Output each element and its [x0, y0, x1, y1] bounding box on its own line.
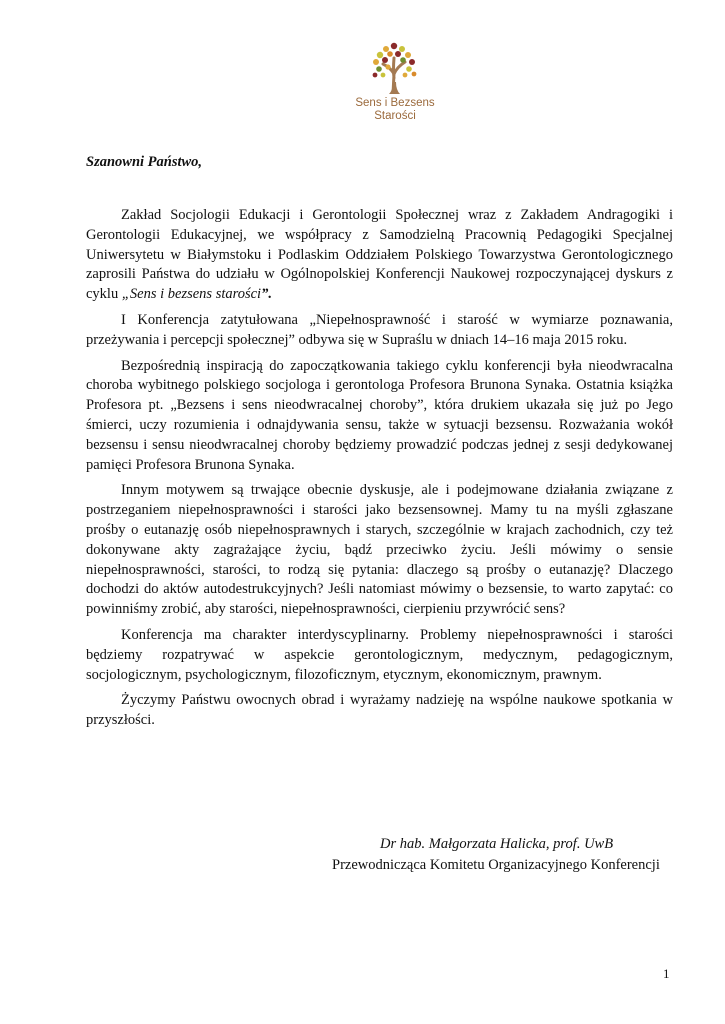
paragraph-4: Innym motywem są trwające obecnie dyskusje, ale i podejmowane działania związane z postrzeganiem niepełnosprawności i starości jako bezsensownej. Mamy tu na myśli zgłaszane prośby o eutanazję osób niepełnosprawnych i starych, szczególnie w krajach zachodnich, czy też dokonywane akty zagrażające życiu, bądź przeciwko życiu. Jeśli mówimy o sensie niepełnosprawności, starości, to rodzą się pytania: dlaczego są prośby o eutanazję? Dlaczego dochodzi do aktów autodestrukcyjnych? Jeśli natomiast mówimy o bezsensie, to warto zapytać: co powinniśmy zrobić, aby starości, niepełnosprawności, cierpieniu przywrócić sens? — [86, 482, 673, 618]
logo-line-1: Sens i Bezsens — [355, 97, 435, 109]
cycle-name — [122, 286, 272, 302]
signature-title: Przewodnicząca Komitetu Organizacyjnego Konferencji — [332, 857, 660, 873]
paragraph-6: Życzymy Państwu owocnych obrad i wyrażamy nadzieję na wspólne naukowe spotkania w przyszłości. — [86, 692, 673, 729]
paragraph-3: Bezpośrednią inspiracją do zapoczątkowania takiego cyklu konferencji była nieodwracalna choroba wybitnego polskiego socjologa i gerontologa Profesora Brunona Synaka. Ostatnia książka Profesora pt. „Bezsens i sens nieodwracalnej choroby”, która drukiem ukazała się już po Jego śmierci, uczy rozumienia i odnajdywania sensu, także w sytuacji bezsensu. Rozważania wokół bezsensu i sensu nieodwracalnej choroby będziemy prowadzić podczas jednej z sesji dedykowanej pamięci Profesora Brunona Synaka. — [86, 357, 673, 473]
page-number: 1 — [663, 966, 670, 981]
paragraph-2: I Konferencja zatytułowana „Niepełnosprawność i starość w wymiarze poznawania, przeżywania i percepcji społecznej” odbywa się w Supraślu w dniach 14–16 maja 2015 roku. — [86, 311, 673, 348]
tree-icon — [369, 40, 421, 94]
greeting: Szanowni Państwo, — [86, 154, 203, 170]
conference-logo — [330, 40, 460, 123]
cycle-name-text: „Sens i bezsens starości — [121, 286, 262, 303]
letter-body — [86, 206, 673, 737]
paragraph-1 — [86, 206, 673, 305]
logo-text — [330, 97, 460, 123]
logo-line-2: Starości — [374, 110, 416, 122]
cycle-name-end: ”. — [261, 286, 272, 303]
signature-name: Dr hab. Małgorzata Halicka, prof. UwB — [380, 836, 614, 852]
paragraph-1-text: Zakład Socjologii Edukacji i Gerontologii Społecznej wraz z Zakładem Andragogiki i Gerontologii Edukacyjnej, we współpracy z Samodzielną Pracownią Pedagogiki Specjalnej Uniwersytetu w Białymstoku i Podlaskim Oddziałem Polskiego Towarzystwa Gerontologicznego zaprosili Państwa do udziału w Ogólnopolskiej Konferencji Naukowej rozpoczynającej dyskurs z cyklu — [86, 207, 673, 303]
paragraph-5: Konferencja ma charakter interdyscyplinarny. Problemy niepełnosprawności i starości będziemy rozpatrywać w aspekcie gerontologicznym, medycznym, pedagogicznym, socjologicznym, psychologicznym, filozoficznym, etycznym, ekonomicznym, prawnym. — [86, 626, 673, 683]
